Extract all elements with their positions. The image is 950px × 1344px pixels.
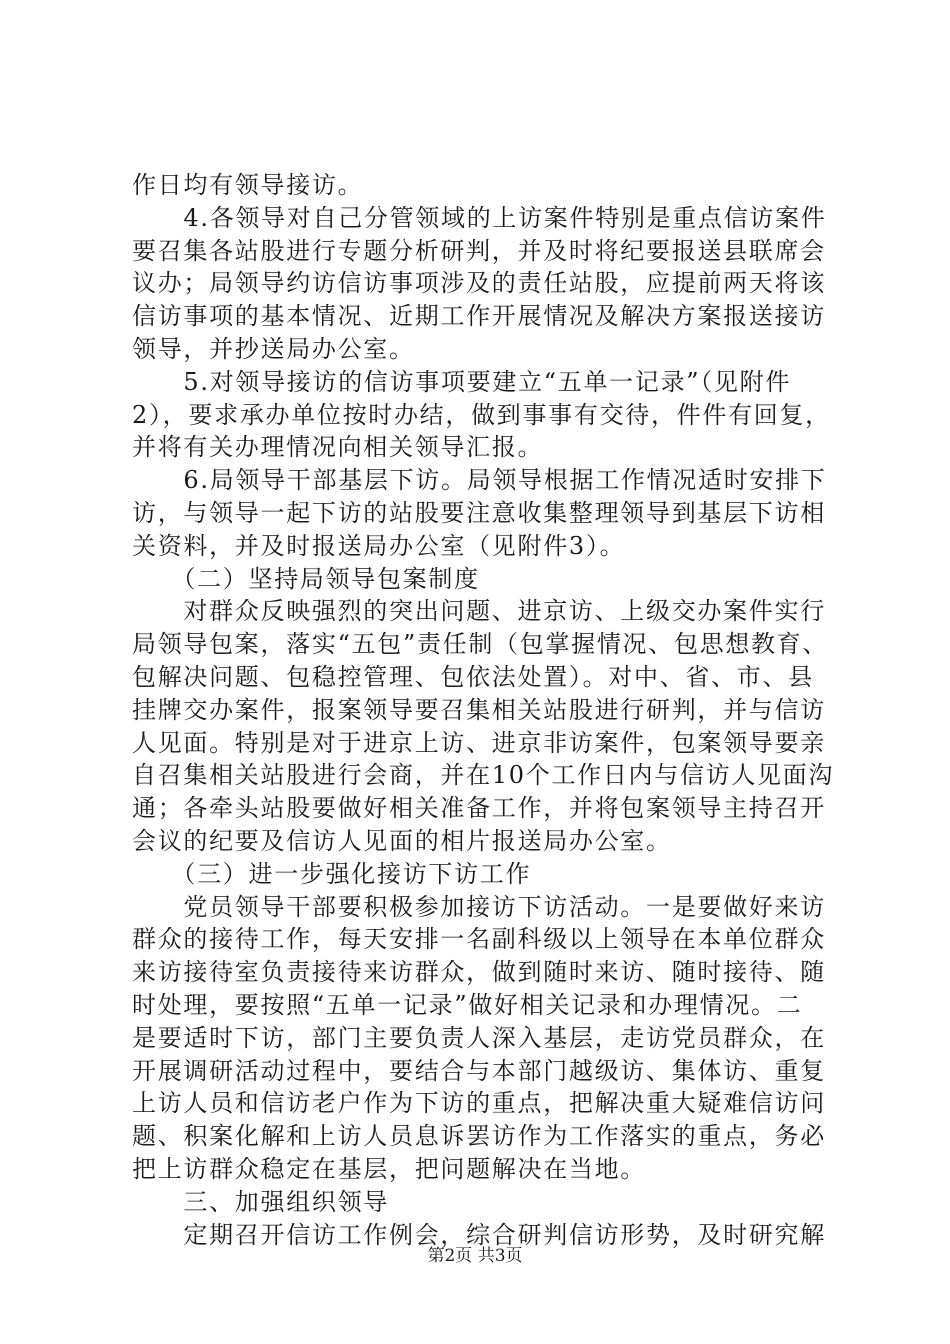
text-line: 定期召开信访工作例会，综合研判信访形势，及时研究解 [132,1220,826,1249]
document-body [132,169,838,1251]
text-line: 自召集相关站股进行会商，并在10个工作日内与信访人见面沟 [132,761,835,790]
text-line: 局领导包案，落实“五包”责任制（包掌握情况、包思想教育、 [132,630,829,659]
text-line: 关资料，并及时报送局办公室（见附件3）。 [132,531,626,560]
text-line: （二）坚持局领导包案制度 [132,564,480,593]
text-line: 包解决问题、包稳控管理、包依法处置）。对中、省、市、县 [132,662,814,691]
text-line: 三、加强组织领导 [132,1187,389,1216]
text-line: 作日均有领导接访。 [132,171,364,199]
text-line: 把上访群众稳定在基层，把问题解决在当地。 [132,1154,646,1183]
text-line: 5.对领导接访的信访事项要建立“五单一记录”（见附件 [132,367,792,396]
text-line: 要召集各站股进行专题分析研判，并及时将纪要报送县联席会 [132,236,826,265]
text-line: 会议的纪要及信访人见面的相片报送局办公室。 [132,826,672,855]
text-line: 领导，并抄送局办公室。 [132,334,415,363]
text-line: 信访事项的基本情况、近期工作开展情况及解决方案报送接访 [132,302,826,331]
text-line: 6.局领导干部基层下访。局领导根据工作情况适时安排下 [132,466,827,495]
text-line: 题、积案化解和上访人员息诉罢访作为工作落实的重点，务必 [132,1122,826,1151]
text-line: 上访人员和信访老户作为下访的重点，把解决重大疑难信访问 [132,1089,826,1118]
text-line: 访，与领导一起下访的站股要注意收集整理领导到基层下访相 [132,498,826,527]
text-line: 开展调研活动过程中，要结合与本部门越级访、集体访、重复 [132,1056,826,1085]
text-line: 来访接待室负责接待来访群众，做到随时来访、随时接待、随 [132,958,826,987]
text-line: 人见面。特别是对于进京上访、进京非访案件，包案领导要亲 [132,728,826,757]
text-line: 2），要求承办单位按时办结，做到事事有交待，件件有回复， [132,400,831,429]
text-line: （三）进一步强化接访下访工作 [132,859,532,888]
text-line: 挂牌交办案件，报案领导要召集相关站股进行研判，并与信访 [132,695,826,724]
text-line: 群众的接待工作，每天安排一名副科级以上领导在本单位群众 [132,925,826,954]
text-line: 党员领导干部要积极参加接访下访活动。一是要做好来访 [132,892,826,921]
text-line: 议办；局领导约访信访事项涉及的责任站股，应提前两天将该 [132,269,826,298]
page-footer: 第2页 共3页 [427,1246,523,1266]
text-line: 是要适时下访，部门主要负责人深入基层，走访党员群众，在 [132,1023,826,1052]
text-line: 时处理，要按照“五单一记录”做好相关记录和办理情况。二 [132,990,803,1019]
text-line: 对群众反映强烈的突出问题、进京访、上级交办案件实行 [132,597,826,626]
text-line: 4.各领导对自己分管领域的上访案件特别是重点信访案件 [132,203,827,232]
text-line: 通；各牵头站股要做好相关准备工作，并将包案领导主持召开 [132,794,826,823]
text-line: 并将有关办理情况向相关领导汇报。 [132,433,544,462]
